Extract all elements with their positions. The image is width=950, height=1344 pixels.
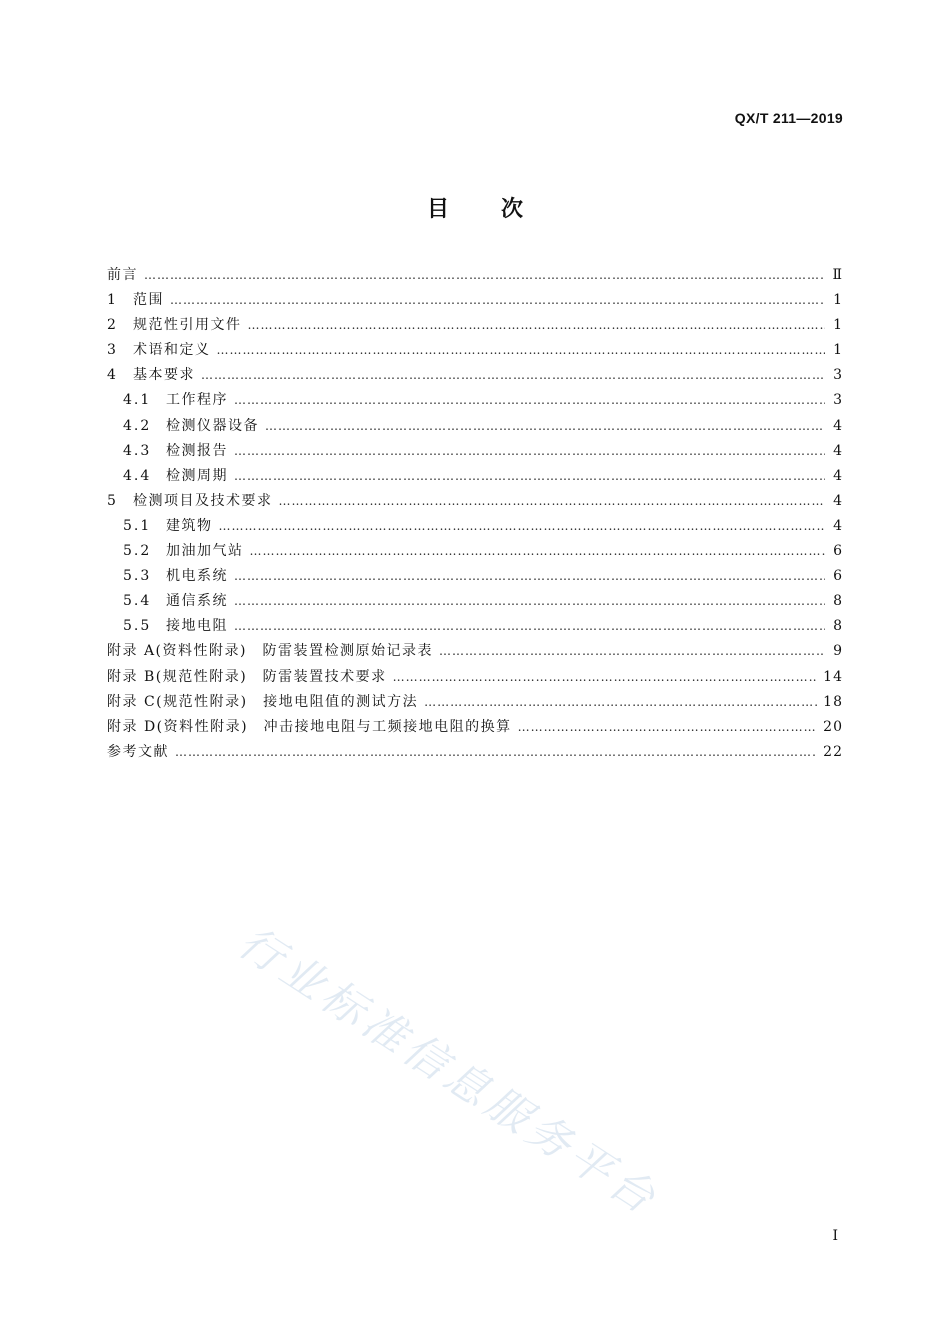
toc-entry-label: 接地电阻 — [166, 618, 228, 635]
toc-entry-label: 附录 A(资料性附录) 防雷装置检测原始记录表 — [107, 643, 433, 660]
toc-leader-dots — [219, 519, 826, 533]
toc-entry-page: 3 — [833, 392, 843, 409]
toc-entry-page: 1 — [833, 342, 843, 359]
toc-entry-label: 建筑物 — [166, 517, 213, 534]
toc-entry[interactable] — [107, 389, 843, 414]
toc-entry-label: 术语和定义 — [133, 342, 211, 359]
toc-entry-page: 6 — [833, 568, 843, 585]
toc-entry[interactable] — [107, 440, 843, 465]
toc-leader-dots — [234, 569, 825, 583]
toc-entry-number: 5.5 — [123, 618, 152, 635]
toc-entry-page: 20 — [823, 718, 843, 735]
toc-entry-page: 4 — [833, 467, 843, 484]
toc-leader-dots — [279, 494, 826, 508]
toc-entry-number: 4 — [107, 367, 118, 384]
title-char-1: 目 — [426, 197, 449, 222]
toc-entry-page: 18 — [823, 693, 843, 710]
toc-entry-number: 1 — [107, 292, 118, 309]
toc-entry-page: 4 — [833, 442, 843, 459]
toc-entry-number: 4.4 — [123, 467, 152, 484]
toc-leader-dots — [265, 419, 825, 433]
toc-entry-label: 附录 B(规范性附录) 防雷装置技术要求 — [107, 668, 387, 685]
toc-leader-dots — [217, 343, 826, 357]
watermark: 行业标准信息服务平台 — [229, 917, 668, 1227]
page-title — [0, 192, 950, 223]
toc-entry[interactable] — [107, 289, 843, 314]
toc-entry[interactable] — [107, 540, 843, 565]
toc-entry[interactable] — [107, 565, 843, 590]
toc-entry[interactable] — [107, 364, 843, 389]
toc-entry-page: 9 — [833, 643, 843, 660]
toc-entry-number: 4.2 — [123, 417, 152, 434]
toc-entry-label: 检测项目及技术要求 — [133, 492, 273, 509]
toc-entry-page: 14 — [823, 668, 843, 685]
toc-entry-label: 附录 D(资料性附录) 冲击接地电阻与工频接地电阻的换算 — [107, 718, 512, 735]
toc-entry-label: 检测仪器设备 — [166, 417, 259, 434]
toc-entry[interactable] — [107, 339, 843, 364]
toc-leader-dots — [234, 594, 825, 608]
toc-entry-number: 3 — [107, 342, 118, 359]
toc-entry-page: Ⅱ — [832, 267, 843, 283]
toc-entry-label: 附录 C(规范性附录) 接地电阻值的测试方法 — [107, 693, 419, 710]
toc-leader-dots — [144, 268, 825, 282]
toc-entry-page: 8 — [833, 593, 843, 610]
toc-entry-number: 4.1 — [123, 392, 152, 409]
toc-entry-label: 范围 — [133, 292, 164, 309]
toc-entry-label: 加油加气站 — [166, 543, 244, 560]
toc-entry-page: 1 — [833, 317, 843, 334]
toc-leader-dots — [248, 318, 826, 332]
toc-leader-dots — [201, 368, 825, 382]
toc-entry-label: 前言 — [107, 267, 138, 283]
toc-entry[interactable] — [107, 314, 843, 339]
page-number: I — [832, 1228, 838, 1244]
toc-entry-number: 5.1 — [123, 517, 152, 534]
toc-entry-page: 4 — [833, 417, 843, 434]
toc-entry-number: 5.4 — [123, 593, 152, 610]
toc-leader-dots — [518, 720, 818, 734]
toc-leader-dots — [234, 469, 825, 483]
toc-leader-dots — [250, 544, 826, 558]
toc-entry[interactable] — [107, 716, 843, 741]
toc-entry[interactable] — [107, 691, 843, 716]
toc-entry-page: 4 — [833, 517, 843, 534]
toc-entry-label: 参考文献 — [107, 743, 169, 760]
toc-entry-label: 规范性引用文件 — [133, 317, 242, 334]
toc-leader-dots — [170, 293, 825, 307]
toc-entry-label: 检测周期 — [166, 467, 228, 484]
toc-leader-dots — [439, 644, 825, 658]
toc-entry-page: 4 — [833, 492, 843, 509]
toc-entry-number: 5.3 — [123, 568, 152, 585]
toc-leader-dots — [234, 619, 825, 633]
toc-entry-label: 通信系统 — [166, 593, 228, 610]
toc-entry-page: 1 — [833, 292, 843, 309]
toc-entry[interactable] — [107, 741, 843, 766]
toc-entry-number: 5.2 — [123, 543, 152, 560]
toc-entry[interactable] — [107, 465, 843, 490]
toc-entry[interactable] — [107, 415, 843, 440]
toc-entry-number: 2 — [107, 317, 118, 334]
toc-entry[interactable] — [107, 490, 843, 515]
toc-entry-label: 检测报告 — [166, 442, 228, 459]
toc-entry-page: 3 — [833, 367, 843, 384]
toc-entry-label: 机电系统 — [166, 568, 228, 585]
title-char-2: 次 — [501, 197, 524, 222]
toc-entry[interactable] — [107, 666, 843, 691]
standard-code: QX/T 211—2019 — [734, 110, 843, 126]
toc-entry-number: 5 — [107, 492, 118, 509]
toc-entry-number: 4.3 — [123, 442, 152, 459]
toc-entry[interactable] — [107, 615, 843, 640]
table-of-contents — [107, 264, 843, 766]
toc-entry[interactable] — [107, 515, 843, 540]
toc-entry[interactable] — [107, 590, 843, 615]
toc-entry[interactable] — [107, 640, 843, 665]
toc-entry-page: 22 — [823, 743, 843, 760]
toc-entry-page: 8 — [833, 618, 843, 635]
toc-leader-dots — [175, 745, 817, 759]
toc-leader-dots — [234, 393, 825, 407]
toc-entry[interactable] — [107, 264, 843, 289]
toc-entry-label: 工作程序 — [166, 392, 228, 409]
toc-entry-label: 基本要求 — [133, 367, 195, 384]
toc-entry-page: 6 — [833, 543, 843, 560]
toc-leader-dots — [393, 670, 818, 684]
toc-leader-dots — [424, 695, 817, 709]
toc-leader-dots — [234, 444, 825, 458]
